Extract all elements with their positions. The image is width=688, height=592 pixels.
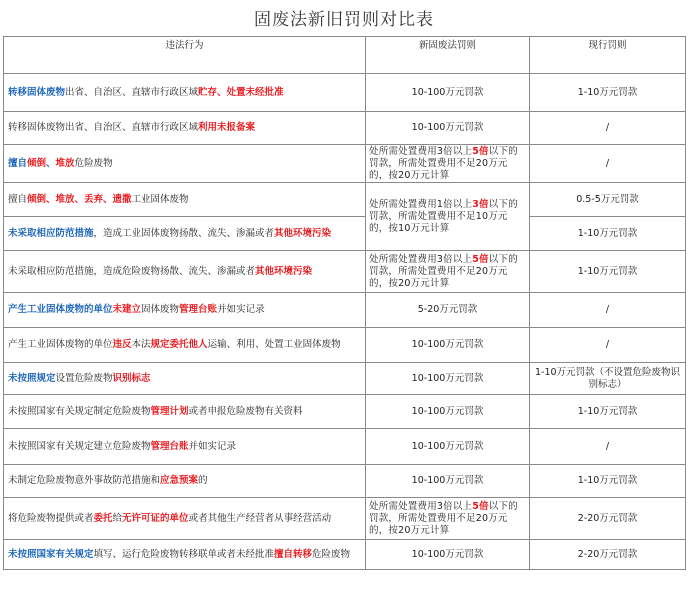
text-segment: 处所需处置费用3倍以上 [369, 253, 473, 265]
text-segment: 应急预案 [160, 475, 199, 486]
text-segment: 违反 [112, 339, 132, 350]
text-segment: 擅自转移 [274, 548, 313, 560]
text-segment: 的 [198, 475, 208, 486]
text-segment: 未按照国家有关规定 [8, 548, 94, 560]
current-penalty-cell: 2-20万元罚款 [530, 540, 686, 570]
text-segment: 出省、自治区、直辖市行政区域 [65, 86, 199, 98]
text-segment: 并如实记录 [217, 304, 265, 315]
text-segment: 无许可证的单位 [122, 512, 189, 524]
violation-cell [4, 395, 366, 429]
header-violation: 违法行为 [4, 37, 366, 74]
text-segment: 其他环境污染 [274, 227, 332, 239]
text-segment: 以下的罚款，所需处置费用不足10万元的，按10万元计算 [369, 198, 518, 234]
text-segment: 并如实记录 [188, 440, 237, 452]
text-segment: 识别标志 [112, 372, 151, 384]
page-title: 固废法新旧罚则对比表 [254, 10, 434, 30]
violation-cell [4, 328, 366, 363]
violation-cell [4, 74, 366, 112]
new-penalty-cell: 10-100万元罚款 [366, 74, 530, 112]
violation-cell [4, 498, 366, 540]
current-penalty-cell: 1-10万元罚款 [530, 465, 686, 498]
new-penalty-cell: 10-100万元罚款 [366, 112, 530, 145]
table-row [4, 251, 686, 293]
text-segment: 堆放 [55, 157, 75, 169]
current-penalty-cell: 0.5-5万元罚款 [530, 183, 686, 217]
current-penalty-cell: 1-10万元罚款 [530, 74, 686, 112]
text-segment: 5倍 [472, 145, 489, 157]
text-segment: 5倍 [472, 253, 489, 265]
new-penalty-cell [366, 145, 530, 183]
text-segment: 3倍 [472, 198, 489, 210]
new-penalty-cell: 10-100万元罚款 [366, 465, 530, 498]
text-segment: 产生工业固体废物的单位 [8, 339, 113, 350]
current-penalty-cell: / [530, 293, 686, 328]
text-segment: 委托 [93, 512, 113, 524]
text-segment: 管理台账 [179, 304, 218, 315]
header-new-law: 新固废法罚则 [366, 37, 530, 74]
new-penalty-cell [366, 251, 530, 293]
current-penalty-cell: / [530, 328, 686, 363]
text-segment: 以下的罚款，所需处置费用不足20万元的，按20万元计算 [369, 253, 518, 289]
violation-cell [4, 217, 366, 251]
violation-cell [4, 540, 366, 570]
table-row [4, 395, 686, 429]
table-row [4, 465, 686, 498]
text-segment: 给 [112, 512, 123, 524]
text-segment: 固体废物 [141, 304, 180, 315]
text-segment: 5倍 [472, 500, 489, 512]
text-segment: 或者其他生产经营者从事经营活动 [188, 512, 332, 524]
new-penalty-cell: 10-100万元罚款 [366, 328, 530, 363]
table-row [4, 540, 686, 570]
table-row [4, 498, 686, 540]
text-segment: 利用未报备案 [198, 122, 256, 133]
current-penalty-cell: 1-10万元罚款 [530, 395, 686, 429]
new-penalty-cell [366, 498, 530, 540]
table-row [4, 74, 686, 112]
text-segment: 管理台账 [150, 440, 189, 452]
text-segment: 转移固体废物出省、自治区、直辖市行政区域 [8, 122, 199, 133]
table-row [4, 429, 686, 465]
text-segment: 设置危险废物 [55, 372, 113, 384]
text-segment: 转移固体废物 [8, 86, 66, 98]
text-segment: 本法 [131, 339, 151, 350]
current-penalty-cell: / [530, 145, 686, 183]
table-header-row [4, 37, 686, 74]
current-penalty-cell: / [530, 429, 686, 465]
text-segment: 以下的罚款，所需处置费用不足20万元的，按20万元计算 [369, 145, 518, 181]
text-segment: 擅自 [8, 193, 28, 205]
comparison-table [3, 36, 686, 570]
current-penalty-cell: 1-10万元罚款 [530, 217, 686, 251]
text-segment: 未建立 [112, 304, 142, 315]
text-segment: 处所需处置费用1倍以上 [369, 198, 473, 210]
text-segment: 危险废物 [312, 548, 351, 560]
text-segment: 以下的罚款，所需处置费用不足20万元的，按20万元计算 [369, 500, 518, 536]
table-row [4, 183, 686, 217]
current-penalty-cell: 2-20万元罚款 [530, 498, 686, 540]
text-segment: 未按照国家有关规定制定危险废物 [8, 405, 151, 417]
new-penalty-cell: 5-20万元罚款 [366, 293, 530, 328]
text-segment: 运输、利用、处置工业固体废物 [207, 339, 341, 350]
new-penalty-cell: 10-100万元罚款 [366, 395, 530, 429]
text-segment: 管理计划 [150, 405, 189, 417]
table-body [4, 74, 686, 570]
text-segment: 擅自 [8, 157, 28, 169]
text-segment: 倾倒、堆放、丢弃、遗撒 [27, 193, 132, 205]
text-segment: 产生工业固体废物的单位 [8, 304, 113, 315]
text-segment: 其他环境污染 [255, 265, 313, 277]
text-segment: 、 [46, 157, 56, 169]
text-segment: 未制定危险废物意外事故防范措施和 [8, 475, 161, 486]
new-penalty-cell: 10-100万元罚款 [366, 363, 530, 395]
table-row [4, 328, 686, 363]
header-current: 现行罚则 [530, 37, 686, 74]
table-row [4, 112, 686, 145]
violation-cell [4, 112, 366, 145]
new-penalty-cell [366, 183, 530, 251]
text-segment: 或者申报危险废物有关资料 [188, 405, 303, 417]
text-segment: 工业固体废物 [131, 193, 189, 205]
text-segment: 未采取相应防范措施，造成危险废物扬散、流失、渗漏或者 [8, 265, 256, 277]
table-row [4, 363, 686, 395]
violation-cell [4, 183, 366, 217]
text-segment: 倾倒 [27, 157, 47, 169]
current-penalty-cell: 1-10万元罚款（不设置危险废物识别标志） [530, 363, 686, 395]
violation-cell [4, 293, 366, 328]
text-segment: 贮存、处置未经批准 [198, 86, 284, 98]
table-row [4, 145, 686, 183]
text-segment: 处所需处置费用3倍以上 [369, 500, 473, 512]
current-penalty-cell: / [530, 112, 686, 145]
text-segment: 未按照国家有关规定建立危险废物 [8, 440, 151, 452]
violation-cell [4, 251, 366, 293]
text-segment: 填写、运行危险废物转移联单或者未经批准 [93, 548, 275, 560]
text-segment: 将危险废物提供或者 [8, 512, 94, 524]
new-penalty-cell: 10-100万元罚款 [366, 429, 530, 465]
text-segment: 未采取相应防范措施 [8, 227, 94, 239]
text-segment: 未按照规定 [8, 372, 56, 384]
table-row [4, 293, 686, 328]
violation-cell [4, 363, 366, 395]
text-segment: 处所需处置费用3倍以上 [369, 145, 473, 157]
new-penalty-cell: 10-100万元罚款 [366, 540, 530, 570]
text-segment: 危险废物 [74, 157, 113, 169]
current-penalty-cell: 1-10万元罚款 [530, 251, 686, 293]
violation-cell [4, 429, 366, 465]
text-segment: ，造成工业固体废物扬散、流失、渗漏或者 [93, 227, 275, 239]
violation-cell [4, 145, 366, 183]
violation-cell [4, 465, 366, 498]
table-row [4, 217, 686, 251]
text-segment: 规定委托他人 [150, 339, 208, 350]
